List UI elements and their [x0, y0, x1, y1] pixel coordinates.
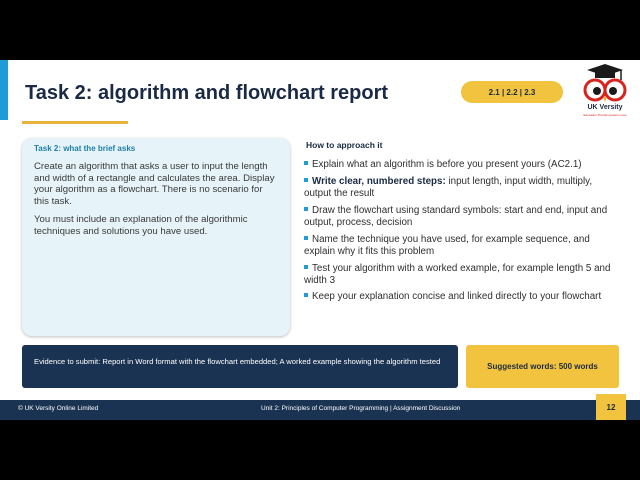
evidence-banner: Evidence to submit: Report in Word format with the flowchart embedded; A worked example showing the algorithm tested	[22, 345, 458, 388]
approach-step: Test your algorithm with a worked example, for example length 5 and width 3	[304, 262, 611, 286]
square-bullet-icon	[304, 207, 308, 211]
uk-versity-logo	[574, 64, 636, 120]
logo-name: UK Versity	[587, 104, 623, 111]
criteria-reference-badge: 2.1 | 2.2 | 2.3	[461, 81, 563, 103]
approach-step: Name the technique you have used, for example sequence, and explain why it fits this problem	[304, 233, 590, 257]
brief-paragraph: You must include an explanation of the algorithmic techniques and solutions you have used.	[34, 213, 248, 237]
approach-heading: How to approach it	[306, 140, 383, 150]
page-number: 12	[596, 394, 626, 420]
square-bullet-icon	[304, 293, 308, 297]
square-bullet-icon	[304, 265, 308, 269]
logo-tagline: Education That Empowers Lives	[583, 113, 627, 117]
brief-heading: Task 2: what the brief asks	[34, 144, 136, 153]
slide	[0, 60, 640, 420]
footer-unit-title: Unit 2: Principles of Computer Programming | Assignment Discussion	[261, 405, 461, 412]
brief-paragraph: Create an algorithm that asks a user to input the length and width of a rectangle and calculates the area. Display your algorithm as a flowchart. There is no scenario for this task.	[34, 161, 275, 208]
slide-title: Task 2: algorithm and flowchart report	[25, 82, 389, 104]
approach-step: Draw the flowchart using standard symbols: start and end, input and output, process, decision	[304, 204, 608, 228]
square-bullet-icon	[304, 236, 308, 240]
footer-bar	[0, 400, 640, 420]
footer-copyright: © UK Versity Online Limited	[18, 405, 99, 412]
title-underline	[22, 121, 128, 124]
approach-step: Write clear, numbered steps: input length, input width, multiply, output the result	[304, 175, 593, 199]
brief-card	[22, 138, 290, 336]
square-bullet-icon	[304, 178, 308, 182]
suggested-words-badge: Suggested words: 500 words	[466, 345, 619, 388]
left-accent-bar	[0, 60, 8, 120]
approach-step: Keep your explanation concise and linked directly to your flowchart	[304, 291, 622, 303]
graduation-owl-icon	[574, 64, 636, 106]
square-bullet-icon	[304, 161, 308, 165]
approach-step-list	[304, 159, 622, 308]
approach-step: Explain what an algorithm is before you present yours (AC2.1)	[304, 159, 622, 171]
